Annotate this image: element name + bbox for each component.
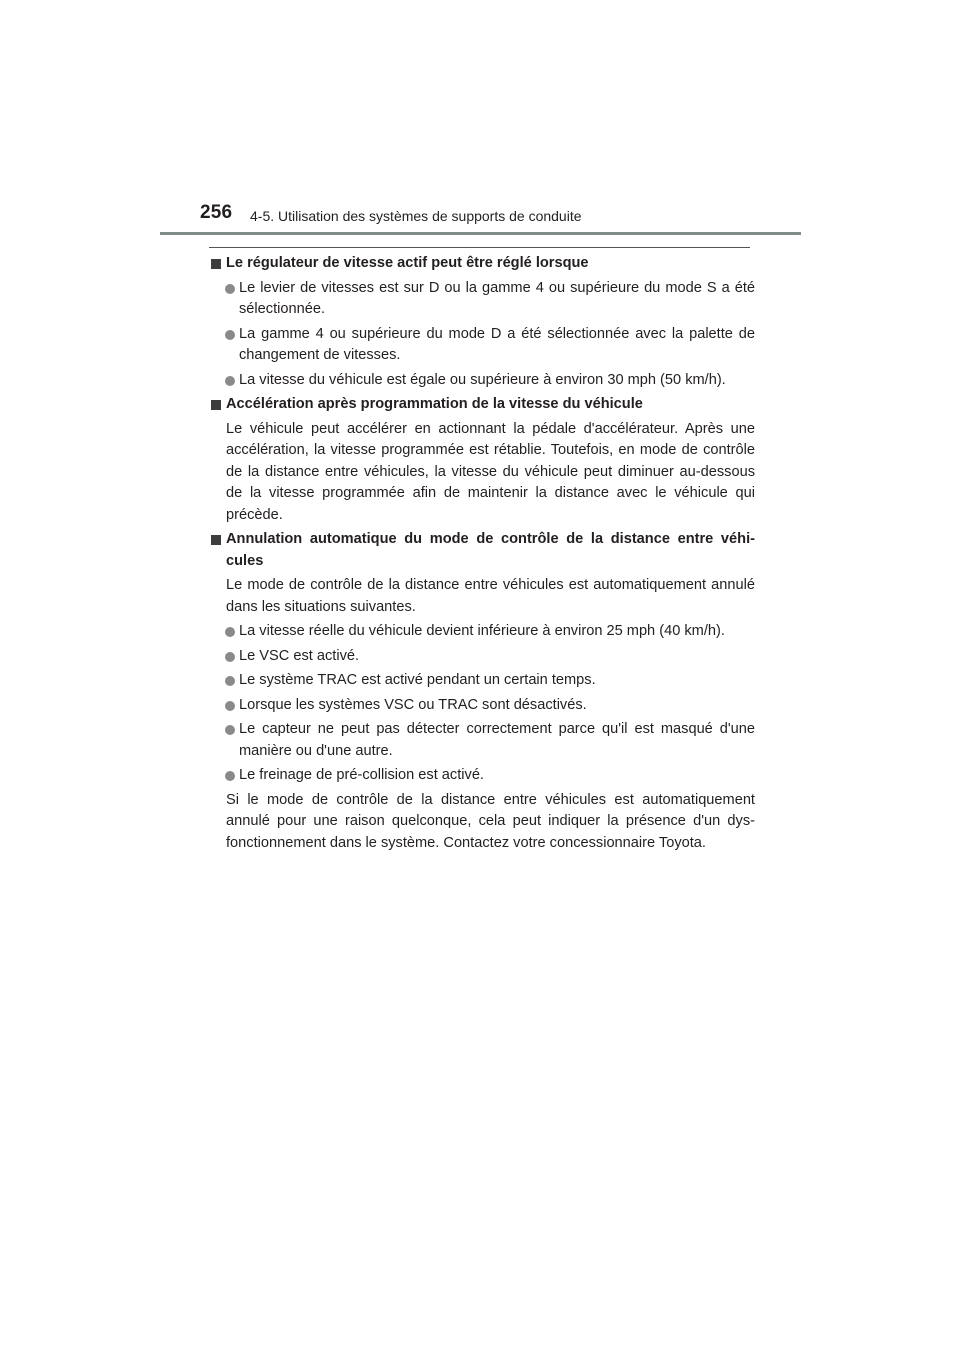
circle-bullet-icon [225,652,235,662]
circle-bullet-icon [225,725,235,735]
list-item-text: Le capteur ne peut pas détecter correctement parce qu'il est masqué d'une manière ou d'une autre. [239,721,755,759]
circle-bullet-icon [225,284,235,294]
list-item [210,621,755,643]
square-bullet-icon [211,400,221,410]
paragraph: Le véhicule peut accélérer en actionnant la pédale d'accélérateur. Après une accélération, la vitesse programmée est rétablie. Toutefois, en mode de contrôle de la distance entre véhicules, la vitesse du véhicule peut diminuer au-dessous de la vitesse programmée afin de maintenir la distance avec le véhicule qui précède. [226,420,755,523]
header-divider [160,232,801,235]
list-item [210,765,755,787]
list-item [210,646,755,668]
section-automatic-cancellation [210,529,755,854]
section-title-text: Annulation automatique du mode de contrôle de la distance entre véhi-cules [226,531,755,569]
circle-bullet-icon [225,771,235,781]
list-item-text: La vitesse réelle du véhicule devient inférieure à environ 25 mph (40 km/h). [239,623,725,639]
list-item-text: Le freinage de pré-collision est activé. [239,767,484,783]
list-item [210,324,755,367]
section-title [210,253,755,275]
list-item-text: Le VSC est activé. [239,647,360,664]
page-number: 256 [200,202,233,223]
list-item-text: La gamme 4 ou supérieure du mode D a été sélectionnée avec la palette de changement de vitesses. [239,325,755,363]
list-item [210,719,755,762]
list-item-text: Le système TRAC est activé pendant un certain temps. [239,672,596,688]
page-content [210,253,755,857]
list-item [210,370,755,392]
section-title-text: Le régulateur de vitesse actif peut être réglé lorsque [226,255,589,271]
section-divider [209,247,750,248]
paragraph-outro: Si le mode de contrôle de la distance entre véhicules est automatiquement annulé pour une raison quelconque, cela peut indiquer la présence d'un dys-fonctionnement dans le système. Contactez votre concessionnaire Toyota. [226,791,755,851]
list-item-text: Lorsque les systèmes VSC ou TRAC sont désactivés. [239,696,587,713]
circle-bullet-icon [225,676,235,686]
section-activation-conditions [210,253,755,391]
section-title [210,529,755,572]
circle-bullet-icon [225,330,235,340]
square-bullet-icon [211,535,221,545]
square-bullet-icon [211,259,221,269]
circle-bullet-icon [225,701,235,711]
section-title [210,394,755,416]
paragraph-intro: Le mode de contrôle de la distance entre véhicules est automatiquement annulé dans les situations suivantes. [226,577,755,615]
list-item-text: Le levier de vitesses est sur D ou la gamme 4 ou supérieure du mode S a été sélectionnée. [239,279,755,317]
list-item [210,278,755,321]
section-title-text: Accélération après programmation de la vitesse du véhicule [226,396,643,412]
section-acceleration [210,394,755,526]
circle-bullet-icon [225,376,235,386]
list-item [210,670,755,692]
list-item-text: La vitesse du véhicule est égale ou supérieure à environ 30 mph (50 km/h). [239,371,726,388]
circle-bullet-icon [225,627,235,637]
list-item [210,695,755,717]
chapter-title: 4-5. Utilisation des systèmes de supports de conduite [250,208,582,224]
